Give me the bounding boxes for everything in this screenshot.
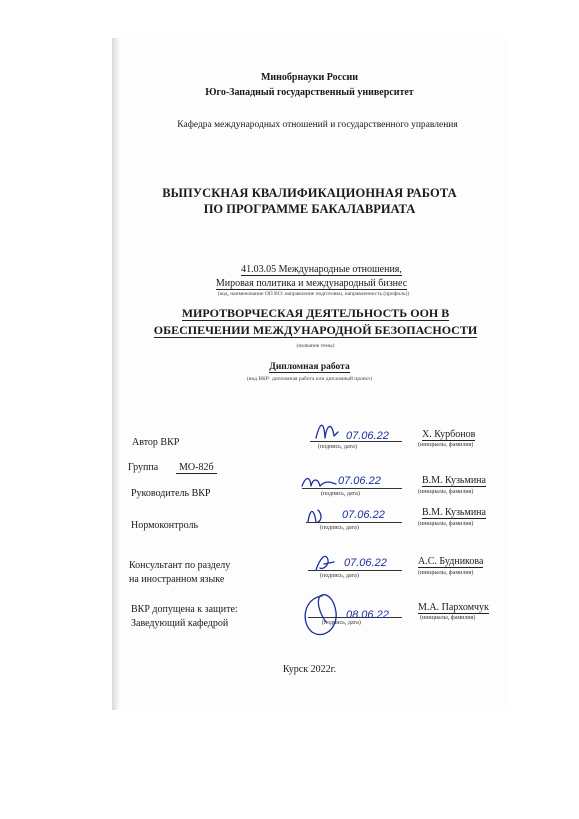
normcontrol-name-hint: (инициалы, фамилия) — [418, 521, 474, 527]
author-signature — [312, 416, 402, 444]
author-label: Автор ВКР — [132, 437, 180, 448]
svg-text:07.06.22: 07.06.22 — [338, 475, 381, 487]
direction-profile: Мировая политика и международный бизнес — [215, 278, 408, 289]
head-name-hint: (инициалы, фамилия) — [420, 615, 476, 621]
author-name: Х. Курбонов — [422, 429, 476, 440]
head-label-line1: ВКР допущена к защите: — [131, 604, 238, 615]
consultant-signature-hint: (подпись, дата) — [320, 573, 359, 579]
head-name: М.А. Пархомчук — [418, 602, 489, 613]
normcontrol-signature-hint: (подпись, дата) — [320, 525, 359, 531]
supervisor-signature — [300, 468, 400, 494]
university-name: Юго-Западный государственный университет — [205, 87, 414, 98]
head-signature — [296, 588, 406, 640]
normcontrol-signature — [304, 502, 404, 528]
topic-line1: МИРОТВОРЧЕСКАЯ ДЕЯТЕЛЬНОСТЬ ООН В — [181, 306, 450, 320]
svg-text:08.06.22: 08.06.22 — [346, 609, 389, 621]
supervisor-signature-hint: (подпись, дата) — [321, 491, 360, 497]
scan-edge-shadow — [112, 38, 120, 710]
consultant-label-line2: на иностранном языке — [129, 574, 225, 585]
consultant-name: А.С. Будникова — [418, 556, 484, 567]
work-type-line1: ВЫПУСКНАЯ КВАЛИФИКАЦИОННАЯ РАБОТА — [162, 186, 457, 200]
work-kind-hint: (вид ВКР: дипломная работа или дипломный проект) — [246, 376, 373, 382]
group-label: Группа — [128, 462, 159, 473]
city-year: Курск 2022г. — [282, 664, 337, 675]
normcontrol-label: Нормоконтроль — [131, 520, 199, 531]
consultant-name-hint: (инициалы, фамилия) — [418, 570, 474, 576]
normcontrol-name: В.М. Кузьмина — [422, 507, 486, 518]
consultant-signature — [310, 548, 410, 576]
author-signature-hint: (подпись, дата) — [318, 444, 357, 450]
svg-text:07.06.22: 07.06.22 — [342, 509, 385, 521]
supervisor-name: В.М. Кузьмина — [422, 475, 486, 486]
direction-hint: (код, наименование ОП ВО: направление подготовки, направленность (профиль)) — [217, 291, 410, 297]
supervisor-label: Руководитель ВКР — [131, 488, 211, 499]
head-label-line2: Заведующий кафедрой — [131, 618, 229, 629]
consultant-label-line1: Консультант по разделу — [129, 560, 231, 571]
head-signature-hint: (подпись, дата) — [322, 620, 361, 626]
supervisor-name-hint: (инициалы, фамилия) — [418, 489, 474, 495]
author-name-hint: (инициалы, фамилия) — [418, 442, 474, 448]
svg-text:07.06.22: 07.06.22 — [344, 557, 387, 569]
work-type-line2: ПО ПРОГРАММЕ БАКАЛАВРИАТА — [203, 202, 416, 216]
topic-hint: (название темы) — [296, 343, 335, 349]
ministry-name: Минобрнауки России — [260, 72, 359, 83]
group-value: МО-82б — [176, 462, 217, 474]
work-kind: Дипломная работа — [269, 362, 350, 372]
direction-code: 41.03.05 Международные отношения, — [241, 264, 402, 275]
svg-text:07.06.22: 07.06.22 — [346, 430, 389, 442]
topic-line2: ОБЕСПЕЧЕНИИ МЕЖДУНАРОДНОЙ БЕЗОПАСНОСТИ — [153, 323, 478, 337]
department-name: Кафедра международных отношений и государственного управления — [177, 120, 458, 130]
